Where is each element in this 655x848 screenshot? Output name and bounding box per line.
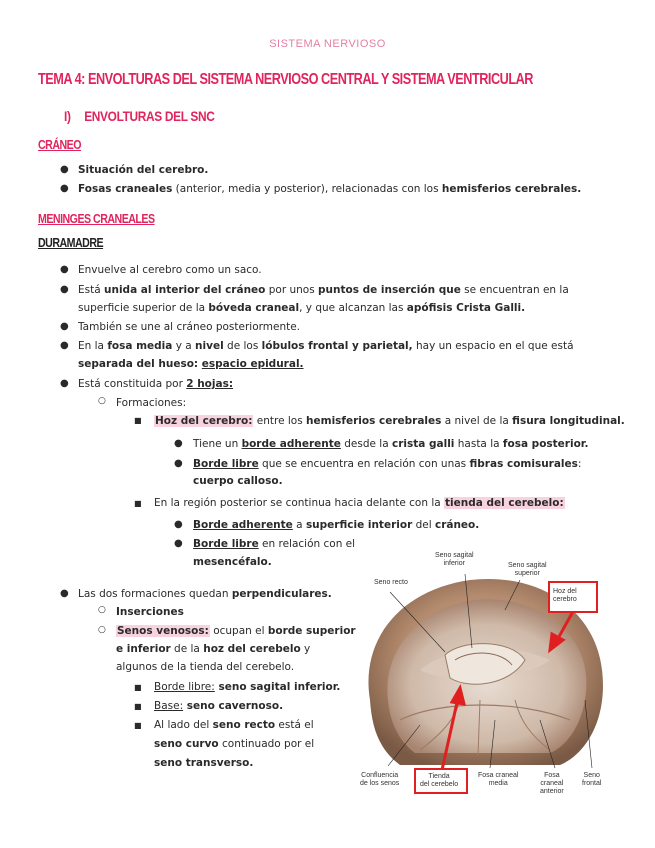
section-title (64, 108, 215, 124)
circle-bullet-icon: ○ (98, 625, 106, 635)
hoz-borde-libre: Borde libre que se encuentra en relación con unas fibras comisurales: (193, 458, 582, 470)
label-seno-sagital-inferior: Seno sagital inferior (435, 552, 474, 567)
label-fosa-craneal-anterior: Fosa craneal anterior (540, 772, 564, 795)
craneo-heading: CRÁNEO (38, 138, 81, 152)
inserciones-item: Inserciones (116, 606, 184, 618)
seno-recto-item: Al lado del seno recto está el (154, 719, 314, 731)
bullet-icon: ● (174, 519, 183, 530)
topic-title: TEMA 4: ENVOLTURAS DEL SISTEMA NERVIOSO CENTRAL Y SISTEMA VENTRICULAR (38, 71, 533, 88)
label-hoz-del-cerebro: Hoz del cerebro (553, 588, 577, 603)
square-bullet-icon: ■ (134, 499, 142, 508)
perpendiculares-item: Las dos formaciones quedan perpendiculares. (78, 588, 332, 600)
label-confluencia: Confluencia de los senos (360, 772, 400, 787)
bullet-icon: ● (60, 321, 69, 332)
bullet-icon: ● (174, 438, 183, 449)
dura-item-4: En la fosa media y a nivel de los lóbulos frontal y parietal, hay un espacio en el que está (78, 340, 574, 352)
label-tienda: Tienda del cerebelo (420, 773, 459, 788)
seno-recto-cont-1: seno curvo continuado por el (154, 738, 315, 750)
dura-item-5: Está constituida por 2 hojas: (78, 378, 234, 390)
tienda-item: En la región posterior se continua hacia delante con la tienda del cerebelo: (154, 497, 564, 509)
label-seno-recto: Seno recto (374, 579, 408, 586)
senos-item-cont-1: e inferior de la hoz del cerebelo y (116, 643, 311, 655)
square-bullet-icon: ■ (134, 416, 142, 425)
square-bullet-icon: ■ (134, 721, 142, 730)
tienda-borde-adherente: Borde adherente a superficie interior del cráneo. (193, 519, 480, 531)
label-seno-frontal: Seno frontal (582, 772, 602, 787)
subject-title: SISTEMA NERVIOSO (269, 38, 386, 50)
hoz-borde-adherente: Tiene un borde adherente desde la crista galli hasta la fosa posterior. (193, 438, 589, 450)
senos-item: Senos venosos: ocupan el borde superior (117, 625, 356, 637)
bullet-icon: ● (60, 588, 69, 599)
section-label: ENVOLTURAS DEL SNC (84, 108, 215, 124)
dura-item-3: También se une al cráneo posteriormente. (78, 321, 301, 333)
highlight-box-hoz (548, 581, 598, 613)
dura-item-2: Está unida al interior del cráneo por unos puntos de inserción que se encuentran en la (78, 284, 569, 296)
dura-item-1: Envuelve al cerebro como un saco. (78, 264, 262, 276)
bullet-icon: ● (60, 264, 69, 275)
senos-item-cont-2: algunos de la tienda del cerebelo. (116, 661, 295, 673)
square-bullet-icon: ■ (134, 702, 142, 711)
duramadre-heading: DURAMADRE (38, 236, 104, 250)
seno-borde-libre: Borde libre: seno sagital inferior. (154, 681, 341, 693)
circle-bullet-icon: ○ (98, 396, 106, 406)
bullet-icon: ● (60, 164, 69, 175)
bullet-icon: ● (60, 340, 69, 351)
bullet-icon: ● (174, 538, 183, 549)
dura-item-2-cont: superficie superior de la bóveda craneal, y que alcanzan las apófisis Crista Galli. (78, 302, 526, 314)
dura-item-4-cont: separada del hueso: espacio epidural. (78, 358, 304, 370)
bullet-icon: ● (60, 378, 69, 389)
tienda-borde-libre-cont: mesencéfalo. (193, 556, 272, 568)
dura-mater-figure (360, 550, 610, 798)
circle-bullet-icon: ○ (98, 605, 106, 615)
bullet-icon: ● (60, 284, 69, 295)
craneo-item-1: Situación del cerebro. (78, 164, 209, 176)
meninges-heading: MENINGES CRANEALES (38, 212, 155, 226)
hoz-item: Hoz del cerebro: entre los hemisferios cerebrales a nivel de la fisura longitudinal. (155, 415, 625, 427)
label-seno-sagital-superior: Seno sagital superior (508, 562, 547, 577)
seno-recto-cont-2: seno transverso. (154, 757, 254, 769)
formaciones-item: Formaciones: (116, 397, 187, 409)
bullet-icon: ● (174, 458, 183, 469)
craneo-item-2: Fosas craneales (anterior, media y posterior), relacionadas con los hemisferios cerebrales. (78, 183, 582, 195)
bullet-icon: ● (60, 183, 69, 194)
square-bullet-icon: ■ (134, 683, 142, 692)
highlight-box-tienda (414, 768, 468, 794)
label-fosa-craneal-media: Fosa craneal media (478, 772, 519, 787)
hoz-borde-libre-cont: cuerpo calloso. (193, 475, 283, 487)
seno-base: Base: seno cavernoso. (154, 700, 284, 712)
tienda-borde-libre: Borde libre en relación con el (193, 538, 356, 550)
section-number: I) (64, 108, 71, 124)
